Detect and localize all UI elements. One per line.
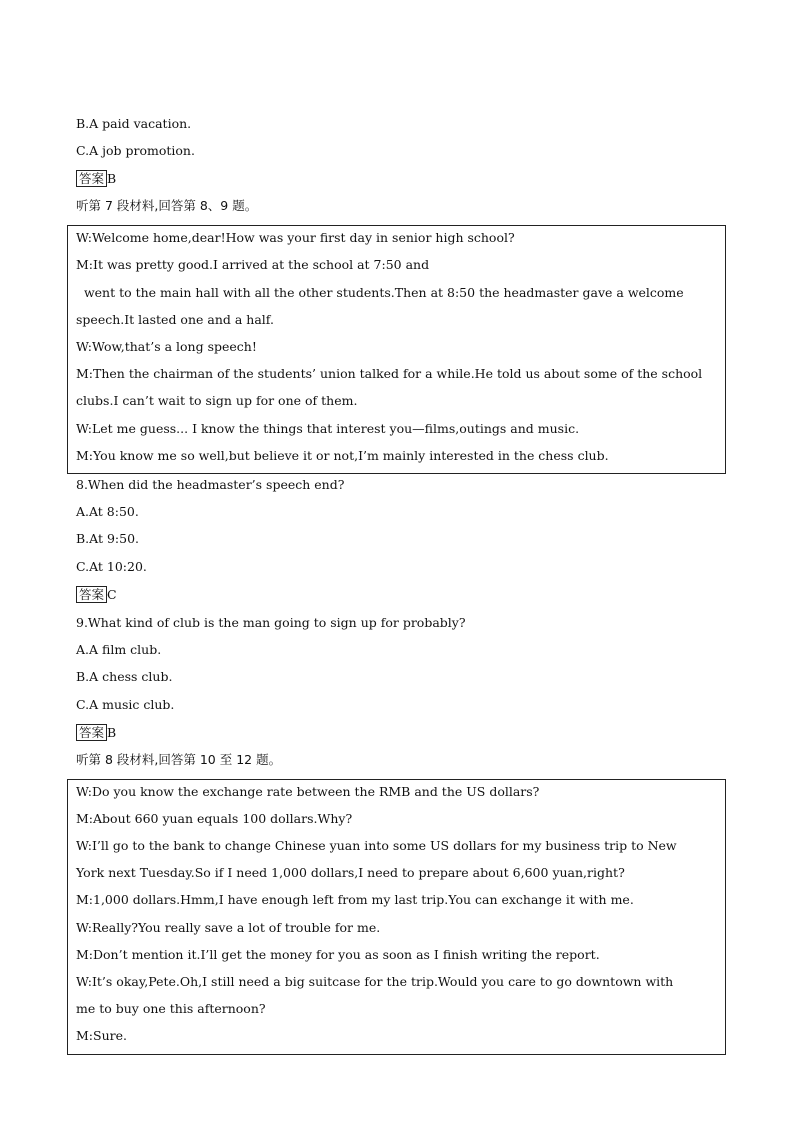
q9-option-c: C.A music club.	[76, 697, 175, 712]
section7-transcript-box	[67, 225, 726, 474]
dialogue-line: W:Welcome home,dear!How was your first day in senior high school?	[76, 230, 515, 245]
q9-answer	[76, 724, 116, 741]
q8-option-c: C.At 10:20.	[76, 559, 147, 574]
answer-value: C	[107, 587, 117, 602]
q9-option-a: A.A film club.	[76, 642, 162, 657]
q7-answer	[76, 170, 116, 187]
q8-answer	[76, 586, 117, 603]
dialogue-line: W:Really?You really save a lot of trouble for me.	[76, 920, 381, 935]
section7-heading: 听第 7 段材料,回答第 8、9 题。	[76, 198, 258, 213]
dialogue-line: went to the main hall with all the other students.Then at 8:50 the headmaster gave a welcome	[76, 285, 684, 300]
dialogue-line: York next Tuesday.So if I need 1,000 dollars,I need to prepare about 6,600 yuan,right?	[76, 865, 625, 880]
dialogue-line: M:Don’t mention it.I’ll get the money for you as soon as I finish writing the report.	[76, 947, 600, 962]
dialogue-line: M:Then the chairman of the students’ union talked for a while.He told us about some of the school	[76, 366, 703, 381]
answer-value: B	[107, 171, 117, 186]
q8-option-a: A.At 8:50.	[76, 504, 139, 519]
dialogue-line: M:You know me so well,but believe it or not,I’m mainly interested in the chess club.	[76, 448, 609, 463]
q9-option-b: B.A chess club.	[76, 669, 173, 684]
answer-value: B	[107, 725, 117, 740]
q8-question: 8.When did the headmaster’s speech end?	[76, 477, 345, 492]
dialogue-line: W:Wow,that’s a long speech!	[76, 339, 257, 354]
q8-option-b: B.At 9:50.	[76, 531, 140, 546]
q7-option-b: B.A paid vacation.	[76, 116, 192, 131]
section8-transcript-box	[67, 779, 726, 1055]
q9-question: 9.What kind of club is the man going to sign up for probably?	[76, 615, 466, 630]
dialogue-line: M:1,000 dollars.Hmm,I have enough left from my last trip.You can exchange it with me.	[76, 892, 634, 907]
answer-tag: 答案	[76, 724, 107, 741]
dialogue-line: me to buy one this afternoon?	[76, 1001, 266, 1016]
dialogue-line: speech.It lasted one and a half.	[76, 312, 274, 327]
dialogue-line: W:Let me guess... I know the things that interest you—films,outings and music.	[76, 421, 580, 436]
dialogue-line: W:Do you know the exchange rate between the RMB and the US dollars?	[76, 784, 540, 799]
answer-tag: 答案	[76, 170, 107, 187]
dialogue-line: clubs.I can’t wait to sign up for one of them.	[76, 393, 358, 408]
q7-option-c: C.A job promotion.	[76, 143, 195, 158]
section8-heading: 听第 8 段材料,回答第 10 至 12 题。	[76, 752, 282, 767]
dialogue-line: M:Sure.	[76, 1028, 127, 1043]
answer-tag: 答案	[76, 586, 107, 603]
dialogue-line: W:I’ll go to the bank to change Chinese yuan into some US dollars for my business trip to New	[76, 838, 677, 853]
dialogue-line: M:About 660 yuan equals 100 dollars.Why?	[76, 811, 353, 826]
dialogue-line: W:It’s okay,Pete.Oh,I still need a big suitcase for the trip.Would you care to go downtown with	[76, 974, 674, 989]
dialogue-line: M:It was pretty good.I arrived at the school at 7:50 and	[76, 257, 430, 272]
